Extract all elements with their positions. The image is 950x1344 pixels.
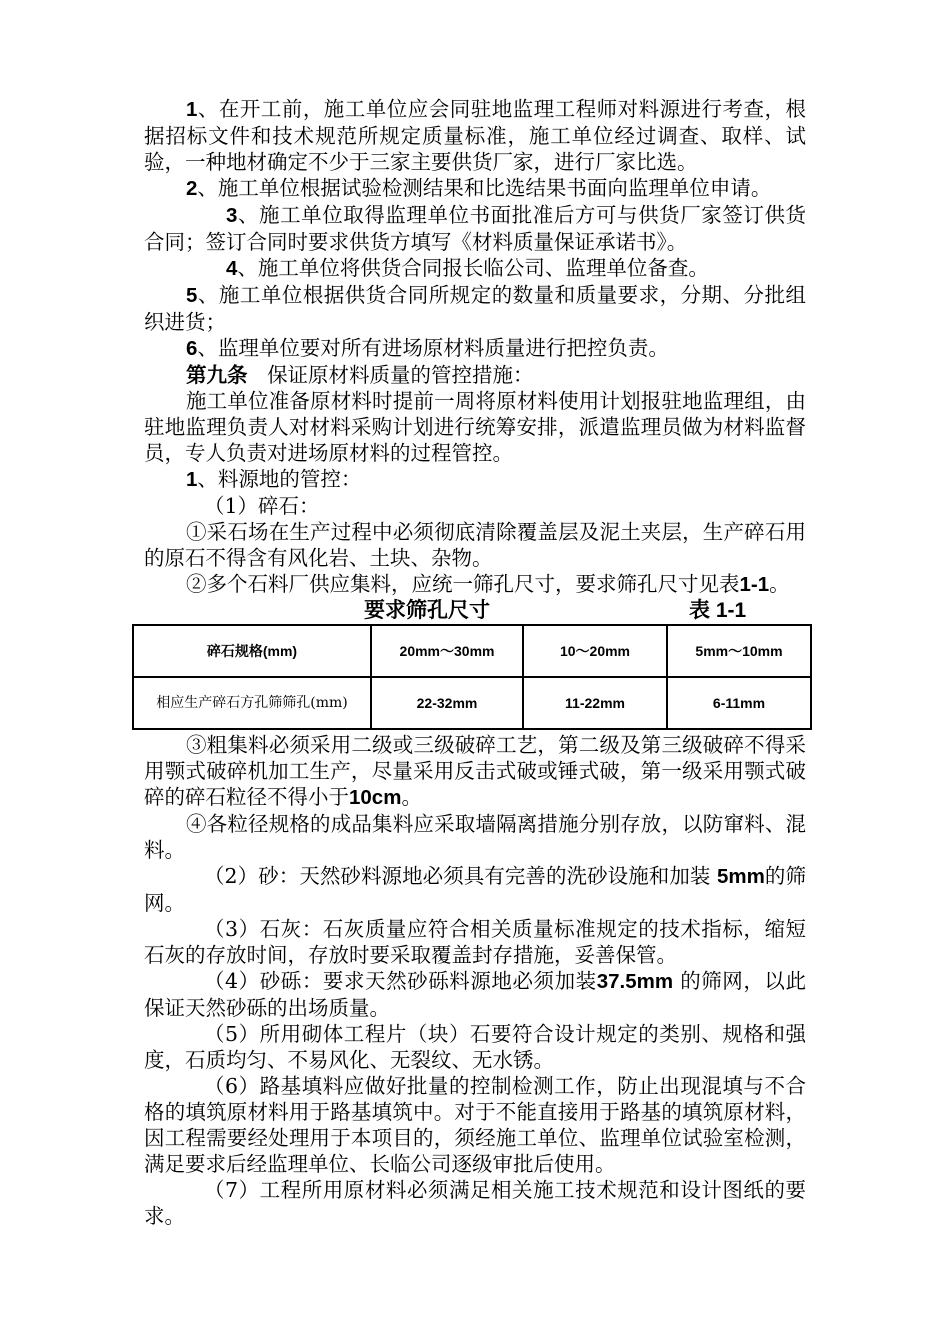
paragraph-1: 1、在开工前，施工单位应会同驻地监理工程师对料源进行考查，根据招标文件和技术规范所规定质量标准，施工单位经过调查、取样、试验，一种地材确定不少于三家主要供货厂家，进行厂家比选。 (144, 97, 806, 174)
subsection-subgrade-fill: （6）路基填料应做好批量的控制检测工作，防止出现混填与不合格的填筑原材料用于路基填筑中。对于不能直接用于路基的填筑原材料，因工程需要经处理用于本项目的，须经施工单位、监理单位试验室检测，满足要求后经监理单位、长临公司逐级审批后使用。 (144, 1074, 806, 1176)
item-2: ②多个石料厂供应集料，应统一筛孔尺寸，要求筛孔尺寸见表1-1。 (186, 572, 790, 596)
paragraph-6: 6、监理单位要对所有进场原材料质量进行把控负责。 (186, 336, 669, 360)
article-intro: 施工单位准备原材料时提前一周将原材料使用计划报驻地监理组，由驻地监理负责人对材料采购计划进行统筹安排，派遣监理员做为材料监督员，专人负责对进场原材料的过程管控。 (144, 389, 806, 465)
table-cell: 22-32mm (371, 677, 523, 729)
paragraph-5: 5、施工单位根据供货合同所规定的数量和质量要求，分期、分批组织进货； (144, 283, 806, 334)
table-title: 要求筛孔尺寸 (364, 599, 490, 622)
document-page (144, 96, 806, 1229)
subsection-general-materials: （7）工程所用原材料必须满足相关施工技术规范和设计图纸的要求。 (144, 1178, 806, 1228)
table-label: 表 1-1 (689, 599, 747, 622)
paragraph-2: 2、施工单位根据试验检测结果和比选结果书面向监理单位申请。 (186, 176, 772, 200)
subsection-masonry-stone: （5）所用砌体工程片（块）石要符合设计规定的类别、规格和强度，石质均匀、不易风化、无裂纹、无水锈。 (144, 1022, 806, 1072)
item-4: ④各粒径规格的成品集料应采取墙隔离措施分别存放，以防窜料、混料。 (144, 812, 806, 862)
table-cell: 11-22mm (523, 677, 667, 729)
paragraph-4: 4、施工单位将供货合同报长临公司、监理单位备查。 (226, 256, 709, 280)
item-1: ①采石场在生产过程中必须彻底清除覆盖层及泥土夹层，生产碎石用的原石不得含有风化岩、土块、杂物。 (144, 520, 806, 570)
subsection-lime: （3）石灰：石灰质量应符合相关质量标准规定的技术指标，缩短石灰的存放时间，存放时要采取覆盖封存措施，妥善保管。 (144, 917, 806, 967)
table-row (133, 677, 811, 729)
table-cell: 20mm～30mm (371, 625, 523, 677)
table-row (133, 625, 811, 677)
subsection-sand: （2）砂：天然砂料源地必须具有完善的洗砂设施和加装 5mm的筛网。 (144, 864, 806, 915)
item-3: ③粗集料必须采用二级或三级破碎工艺，第二级及第三级破碎不得采用颚式破碎机加工生产，尽量采用反击式破或锤式破，第一级采用颚式破碎的碎石粒径不得小于10cm。 (144, 733, 806, 809)
paragraph-3: 3、施工单位取得监理单位书面批准后方可与供货厂家签订供货合同；签订合同时要求供货方填写《材料质量保证承诺书》。 (144, 203, 806, 254)
table-row-label: 相应生产碎石方孔筛筛孔(mm) (133, 677, 371, 729)
table-cell: 10～20mm (523, 625, 667, 677)
section-1-heading: 1、料源地的管控： (186, 467, 362, 491)
article-heading: 第九条 保证原材料质量的管控措施： (186, 363, 534, 387)
table-header-label: 碎石规格(mm) (133, 625, 371, 677)
sieve-size-table (132, 624, 812, 730)
table-cell: 6-11mm (667, 677, 811, 729)
subsection-gravel: （4）砂砾：要求天然砂砾料源地必须加装37.5mm 的筛网，以此保证天然砂砾的出场质量。 (144, 969, 806, 1020)
table-caption (144, 598, 806, 624)
subsection-crushed-stone: （1）碎石： (204, 494, 320, 518)
table-cell: 5mm～10mm (667, 625, 811, 677)
